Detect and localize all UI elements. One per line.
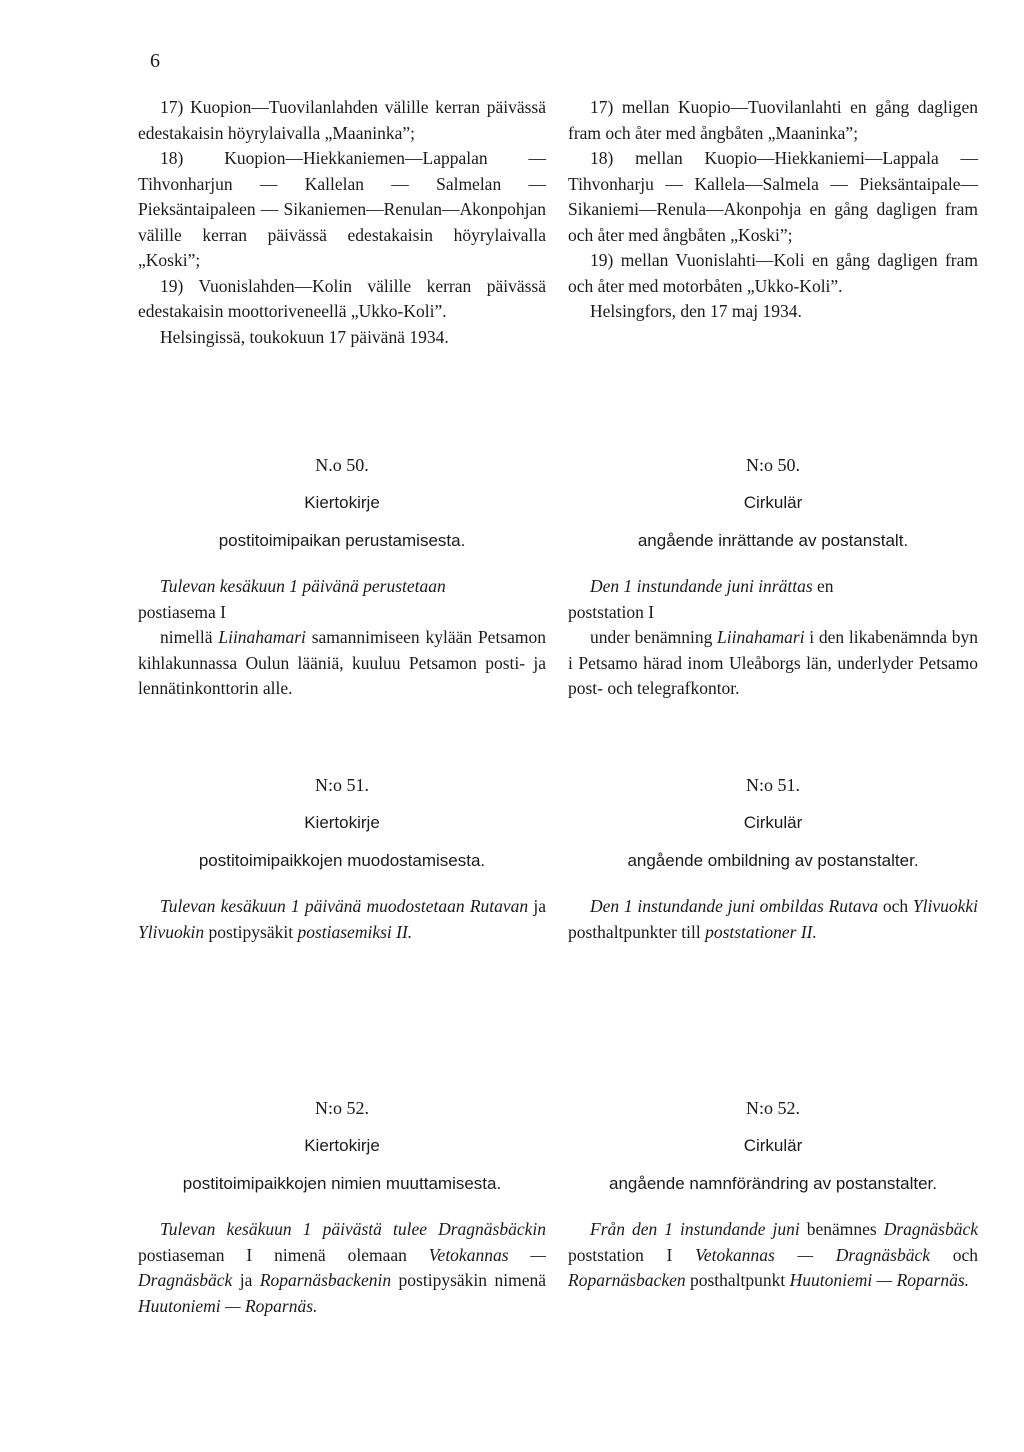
intro-sv-item-19: 19) mellan Vuonislahti—Koli en gång dagligen fram och åter med motorbåten „Ukko-Koli”. <box>568 250 978 296</box>
italic-text: Tulevan kesäkuun 1 päivästä tulee Dragnäsbäckin <box>160 1219 546 1239</box>
section-title: Cirkulär <box>743 813 803 832</box>
section-number: N.o 50. <box>315 455 369 475</box>
intro-fi-item-18: 18) Kuopion—Hiekkaniemen—Lappalan — Tihvonharjun — Kallelan — Salmelan — Pieksäntaipaleen — Sikaniemen—Renulan—Akonpohjan välille kerran päivässä edestakaisin höyrylaivalla „Koski”; <box>138 148 546 270</box>
section-body-paragraph <box>138 894 546 945</box>
section-number: N:o 50. <box>746 455 800 475</box>
section-51-finnish <box>138 772 546 945</box>
section-body-line: poststation I <box>568 601 655 622</box>
section-subject: angående namnförändring av postanstalter. <box>609 1174 937 1193</box>
italic-text: Dragnäsbäck <box>883 1219 978 1239</box>
section-subject: angående inrättande av postanstalt. <box>637 531 909 550</box>
plain-text: samannimiseen kylään Petsamon kihlakunnassa Oulun lääniä, kuuluu Petsamon posti- ja lennätinkonttorin alle. <box>138 627 547 698</box>
section-body-paragraph <box>138 625 546 702</box>
section-number: N:o 51. <box>315 775 369 795</box>
italic-text: Från den 1 instundande juni <box>590 1219 800 1239</box>
italic-text: Huutoniemi — Roparnäs. <box>789 1270 970 1290</box>
italic-text: Den 1 instundande juni inrättas <box>590 576 813 596</box>
plain-text: benämnes <box>799 1219 884 1239</box>
intro-swedish-column <box>568 95 978 325</box>
italic-text: Ylivuokki <box>912 896 978 916</box>
italic-text: Liinahamari <box>218 627 306 647</box>
plain-text: och <box>878 896 913 916</box>
italic-text: poststationer II. <box>705 921 817 942</box>
section-body-paragraph <box>568 894 978 945</box>
section-50-swedish <box>568 452 978 702</box>
section-body-line <box>568 574 978 600</box>
section-title: Kiertokirje <box>304 813 380 832</box>
italic-text: Vetokannas — Dragnäsbäck <box>695 1244 931 1265</box>
section-title: Cirkulär <box>743 1136 803 1155</box>
plain-text: under benämning <box>590 627 718 647</box>
intro-finnish-column <box>138 95 546 350</box>
section-subject: postitoimipaikan perustamisesta. <box>218 531 466 550</box>
section-body-paragraph <box>138 1217 546 1319</box>
section-subject: angående ombildning av postanstalter. <box>627 851 919 870</box>
plain-text: postipysäkit <box>204 921 298 942</box>
italic-text: Roparnäsbacken <box>568 1270 686 1290</box>
plain-text: poststation I <box>568 1244 696 1265</box>
section-title: Cirkulär <box>743 493 803 512</box>
section-title: Kiertokirje <box>304 493 380 512</box>
section-51-swedish <box>568 772 978 945</box>
intro-fi-closing: Helsingissä, toukokuun 17 päivänä 1934. <box>160 326 449 347</box>
page-number: 6 <box>150 50 160 72</box>
italic-text: Liinahamari <box>717 627 805 647</box>
section-body-paragraph <box>568 625 978 702</box>
section-52-swedish <box>568 1095 978 1294</box>
intro-sv-item-18: 18) mellan Kuopio—Hiekkaniemi—Lappala — Tihvonharju — Kallela—Salmela — Pieksäntaipale—Sikaniemi—Renula—Akonpohja en gång dagligen fram och åter med ångbåten „Koski”; <box>568 148 978 245</box>
plain-text: posthaltpunkt <box>685 1270 790 1290</box>
section-body-paragraph <box>568 1217 978 1294</box>
section-title: Kiertokirje <box>304 1136 380 1155</box>
plain-text: nimellä <box>160 627 219 647</box>
section-50-finnish <box>138 452 546 702</box>
italic-text: Roparnäsbackenin <box>259 1270 392 1290</box>
plain-text: och <box>930 1244 978 1265</box>
intro-fi-item-19: 19) Vuonislahden—Kolin välille kerran päivässä edestakaisin moottoriveneellä „Ukko-Koli”. <box>138 275 546 321</box>
plain-text: postipysäkin nimenä <box>391 1270 546 1290</box>
section-52-finnish <box>138 1095 546 1319</box>
section-subject: postitoimipaikkojen muodostamisesta. <box>198 851 486 870</box>
italic-text: Den 1 instundande juni ombildas Rutava <box>590 896 879 916</box>
italic-text: Vetokannas — Dragnäsbäck <box>138 1244 546 1290</box>
italic-text: Ylivuokin <box>138 921 205 942</box>
section-number: N:o 51. <box>746 775 800 795</box>
plain-text: i den likabenämnda byn i Petsamo härad inom Uleåborgs län, underlyder Petsamo post- och telegrafkontor. <box>568 627 978 698</box>
section-subject: postitoimipaikkojen nimien muuttamisesta. <box>182 1174 502 1193</box>
plain-text: posthaltpunkter till <box>568 921 706 942</box>
section-body-line: postiasema I <box>138 601 226 622</box>
plain-text: postiaseman I nimenä olemaan <box>138 1244 429 1265</box>
plain-text: ja <box>528 896 546 916</box>
section-body-line <box>138 574 546 600</box>
plain-text: ja <box>232 1270 260 1290</box>
intro-fi-item-17: 17) Kuopion—Tuovilanlahden välille kerran päivässä edestakaisin höyrylaivalla „Maaninka”; <box>138 97 546 143</box>
italic-text: postiasemiksi II. <box>297 921 413 942</box>
section-number: N:o 52. <box>746 1098 800 1118</box>
section-number: N:o 52. <box>315 1098 369 1118</box>
italic-text: Tulevan kesäkuun 1 päivänä perustetaan <box>160 576 446 596</box>
italic-text: Tulevan kesäkuun 1 päivänä muodostetaan Rutavan <box>160 896 529 916</box>
plain-text: en <box>812 576 834 596</box>
intro-sv-closing: Helsingfors, den 17 maj 1934. <box>590 301 802 321</box>
italic-text: Huutoniemi — Roparnäs. <box>138 1295 318 1316</box>
intro-sv-item-17: 17) mellan Kuopio—Tuovilanlahti en gång dagligen fram och åter med ångbåten „Maaninka”; <box>568 97 978 143</box>
